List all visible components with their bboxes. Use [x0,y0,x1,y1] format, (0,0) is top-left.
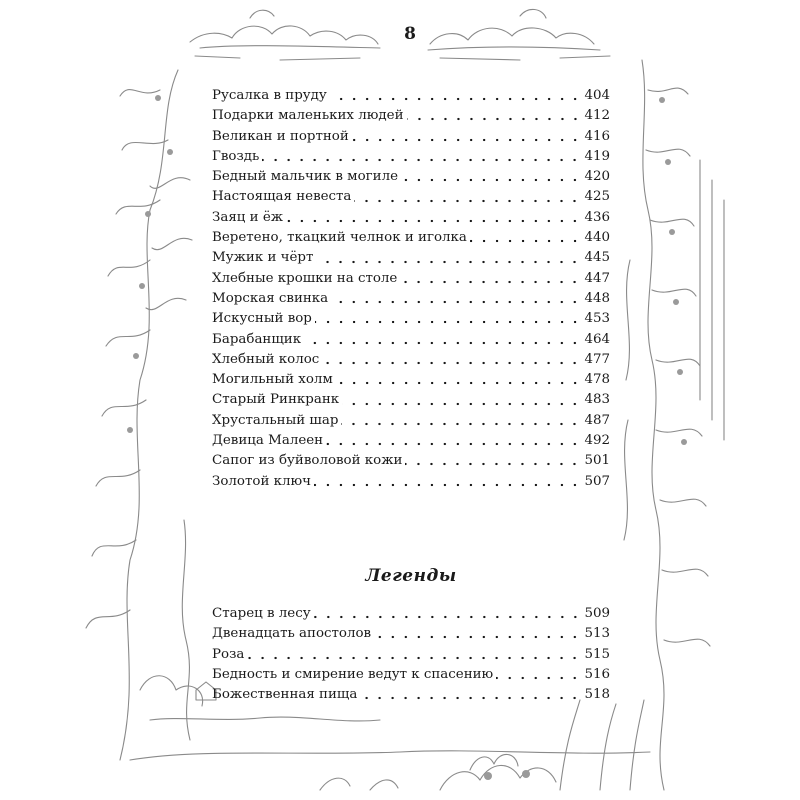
dot-leader [470,239,582,243]
toc-entry [212,187,610,207]
toc-entry-title: Старый Ринкранк [212,392,340,408]
dot-leader [405,462,581,466]
toc-entry [212,167,610,187]
toc-entry [212,208,610,228]
dot-leader [400,280,581,284]
toc-entry-title: Морская свинка [212,290,329,306]
toc-entry-page: 477 [584,351,610,367]
dot-leader [247,656,581,660]
legends-contents [212,604,610,705]
toc-entry-page: 445 [584,250,610,266]
dot-leader [352,138,582,142]
toc-entry-page: 516 [584,666,610,682]
toc-entry-title: Божественная пища [212,687,358,703]
toc-entry-page: 447 [584,270,610,286]
toc-entry-page: 478 [584,372,610,388]
dot-leader [314,615,582,619]
toc-entry-title: Хлебные крошки на столе [212,270,398,286]
toc-entry-page: 509 [584,606,610,621]
toc-entry-page: 501 [584,453,610,469]
toc-entry [212,685,610,705]
toc-entry-title: Подарки маленьких людей [212,108,404,124]
toc-entry-page: 464 [584,331,610,347]
toc-entry [212,350,610,370]
toc-entry-title: Бедность и смирение ведут к спасению [212,666,494,682]
toc-entry [212,289,610,309]
toc-entry [212,106,610,126]
toc-entry-page: 440 [584,230,610,246]
dot-leader [286,219,581,223]
dot-leader [342,402,581,406]
toc-entry-title: Бедный мальчик в могиле [212,169,399,185]
toc-entry-page: 518 [584,687,610,703]
toc-entry-title: Веретено, ткацкий челнок и иголка [212,230,467,246]
dot-leader [374,635,581,639]
toc-entry-title: Гвоздь [212,148,260,164]
toc-entry-page: 492 [584,433,610,449]
toc-entry-page: 436 [584,209,610,225]
toc-entry-page: 483 [584,392,610,408]
toc-entry [212,472,610,492]
toc-entry-page: 420 [584,169,610,185]
toc-entry [212,624,610,644]
dot-leader [341,422,581,426]
toc-entry-title: Старец в лесу [212,606,311,621]
dot-leader [330,97,582,101]
toc-entry-title: Искусный вор [212,311,312,327]
dot-leader [496,676,581,680]
toc-entry-page: 448 [584,290,610,306]
toc-entry-title: Золотой ключ [212,473,312,489]
toc-entry-title: Двенадцать апостолов [212,626,372,642]
dot-leader [331,300,581,304]
toc-entry-page: 513 [584,626,610,642]
toc-entry-title: Девица Малеен [212,433,324,449]
toc-entry-title: Могильный холм [212,372,333,388]
toc-entry-title: Хрустальный шар [212,412,339,428]
dot-leader [314,483,581,487]
section-title-legends: Легенды [365,566,457,586]
toc-entry-title: Заяц и ёж [212,209,284,225]
dot-leader [262,158,581,162]
table-of-contents [212,86,610,492]
toc-entry [212,451,610,471]
toc-entry [212,86,610,106]
toc-entry [212,645,610,665]
toc-entry-page: 419 [584,148,610,164]
toc-entry-page: 404 [584,88,610,103]
toc-entry [212,127,610,147]
toc-entry-title: Великан и портной [212,128,349,144]
toc-entry-page: 515 [584,646,610,662]
dot-leader [336,381,582,385]
toc-entry-title: Настоящая невеста [212,189,352,205]
toc-entry [212,411,610,431]
toc-entry-page: 487 [584,412,610,428]
dot-leader [354,199,581,203]
dot-leader [401,178,581,182]
toc-entry [212,147,610,167]
toc-entry [212,431,610,451]
dot-leader [304,341,581,345]
toc-entry [212,604,610,624]
dot-leader [316,260,581,264]
toc-entry [212,390,610,410]
toc-entry-page: 453 [584,311,610,327]
toc-entry-title: Роза [212,646,245,662]
dot-leader [407,117,582,121]
toc-entry-page: 416 [584,128,610,144]
toc-entry-page: 507 [584,473,610,489]
dot-leader [315,320,582,324]
toc-entry-page: 412 [584,108,610,124]
toc-entry [212,665,610,685]
toc-entry [212,370,610,390]
toc-entry-page: 425 [584,189,610,205]
dot-leader [360,696,581,700]
toc-entry [212,330,610,350]
toc-entry-title: Сапог из буйволовой кожи [212,453,403,469]
toc-entry [212,269,610,289]
toc-entry [212,228,610,248]
toc-entry-title: Барабанщик [212,331,302,347]
toc-entry-title: Мужик и чёрт [212,250,314,266]
toc-entry [212,248,610,268]
toc-entry-title: Русалка в пруду [212,88,327,103]
dot-leader [326,442,581,446]
toc-entry-title: Хлебный колос [212,351,320,367]
page-number: 8 [404,24,416,44]
toc-entry [212,309,610,329]
dot-leader [322,361,581,365]
